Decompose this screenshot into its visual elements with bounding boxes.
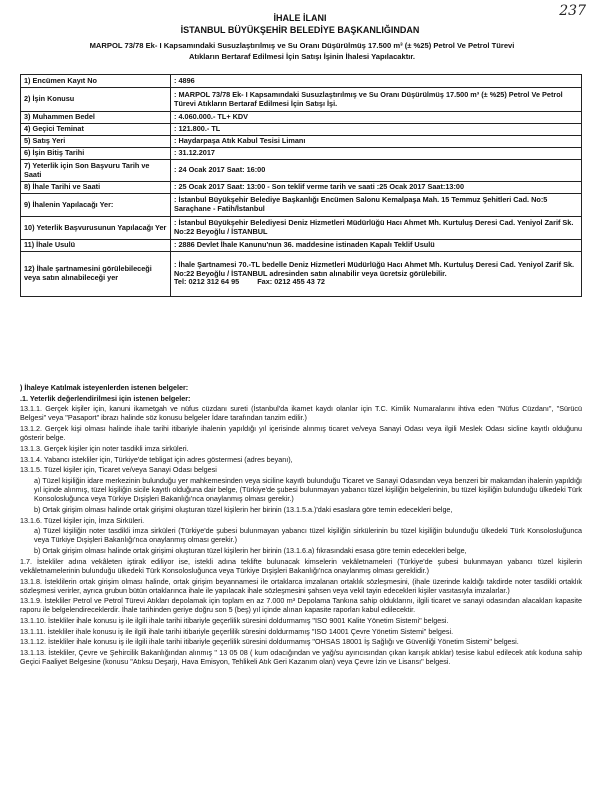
table-row — [21, 124, 582, 136]
requirement-item: 13.1.5. Tüzel kişiler için, Ticaret ve/veya Sanayi Odası belgesi — [20, 465, 217, 475]
table-row — [21, 112, 582, 124]
row-value — [171, 136, 582, 148]
row-value-text: : İstanbul Büyükşehir Belediye Başkanlığı Encümen Salonu Kemalpaşa Mah. 15 Temmuz Şehitleri Cad. No:5 Saraçhane - Fatih/İstanbul — [174, 195, 548, 213]
row-value — [171, 160, 582, 182]
row-value — [171, 88, 582, 112]
row-value-text: : Haydarpaşa Atık Kabul Tesisi Limanı — [174, 136, 306, 146]
row-label: 2) İşin Konusu — [21, 88, 171, 112]
notice-title: İHALE İLANI — [273, 13, 327, 23]
requirements-heading: ) İhaleye Katılmak isteyenlerden istenen belgeler: — [20, 383, 189, 392]
table-row — [21, 252, 582, 297]
subject-line-2: Atıkların Bertaraf Edilmesi İçin Satışı İşinin İhalesi Yapılacaktır. — [188, 52, 416, 61]
requirement-item: 13.1.4. Yabancı istekliler için, Türkiye'de tebligat için adres göstermesi (adres beyanı), — [20, 454, 293, 464]
table-row — [21, 240, 582, 252]
row-label: 5) Satış Yeri — [21, 136, 171, 148]
requirements-section — [20, 383, 582, 668]
row-value — [171, 252, 582, 297]
row-value-text: : İhale Şartnamesi 70.-TL bedelle Deniz Hizmetleri Müdürlüğü Hacı Ahmet Mh. Kurtuluş Deresi Cad. Yeniyol Zarif Sk. No:22 Beyoğlu / İSTANBUL adresinden satın alınabilir veya ücretsiz görülebilir. — [174, 260, 575, 278]
row-label: 4) Geçici Teminat — [21, 124, 171, 136]
table-row — [21, 194, 582, 217]
tender-info-table — [20, 74, 582, 297]
requirement-item: 13.1.1. Gerçek kişiler için, kanuni ikametgah ve nüfus cüzdanı sureti (İstanbul'da ikamet kaydı olanlar için T.C. Kimlik Numaralarını ihtiva eden "Nüfus Cüzdanı", "Sürücü Belgesi" veya "Pasaport" ibrazı halinde söz konusu belgeler İdare tarafından tanzim edilir.) — [20, 404, 582, 423]
row-value-text: : 31.12.2017 — [174, 148, 215, 158]
requirements-subheading: .1. Yeterlik değerlendirilmesi için istenen belgeler: — [20, 393, 191, 403]
row-label: 9) İhalenin Yapılacağı Yer: — [21, 194, 171, 217]
row-label: 12) İhale şartnamesini görülebileceği veya satın alınabileceği yer — [21, 252, 171, 297]
requirements-list — [20, 404, 582, 666]
requirement-item: 13.1.3. Gerçek kişiler için noter tasdikli imza sirküleri. — [20, 443, 189, 453]
requirement-item: a) Tüzel kişiliğin noter tasdikli imza sirküleri (Türkiye'de şubesi bulunmayan yabancı tüzel kişiliğin sirkülerinin bu tüzel kişiliğin bulunduğu ülkedeki Türk Konsolosluğunca veya Türkiye Dışişleri Bakanlığı'nca onaylanmış olması gerekir.) — [34, 526, 582, 545]
requirement-item: 13.1.13. İstekliler, Çevre ve Şehircilik Bakanlığından alınmış " 13 05 08 ( kum odacığından ve yağ/su ayırıcısından çıkan karışık atıklar) tesise kabul edilecek atık koduna sahip Geçici Faaliyet Belgesine (konusu "Atıksu Deşarjı, Hava Emisyon, Tehlikeli Atık Geri Kazanım olan) veya Çevre İzin ve Lisansı" belgesi. — [20, 648, 582, 667]
row-label: 10) Yeterlik Başvurusunun Yapılacağı Yer — [21, 217, 171, 240]
requirement-item: b) Ortak girişim olması halinde ortak girişimi oluşturan tüzel kişilerin her birinin (13.1.5.a.)'daki esaslara göre temin edecekleri belge, — [34, 504, 453, 514]
requirement-item: 13.1.9. İstekliler Petrol ve Petrol Türevi Atıkları depolamak için toplam en az 7.000 m³ Depolama Tankına sahip olduklarını, ilgili ticaret ve sanayi odasından alacakları kapasite raporu ile belgelendireceklerdir. İhale tarihinden geriye doğru son 5 (beş) yıl içinde alınan kapasite raporları kabul edilecektir. — [20, 596, 582, 615]
subject-line-1: MARPOL 73/78 Ek- I Kapsamındaki Susuzlaştırılmış ve Su Oranı Düşürülmüş 17.500 m³ (± %25) Petrol Ve Petrol Türevi — [89, 41, 515, 50]
phone-number: Tel: 0212 312 64 95 — [174, 277, 240, 287]
row-label: 11) İhale Usulü — [21, 240, 171, 252]
row-value — [171, 148, 582, 160]
requirement-item: 13.1.2. Gerçek kişi olması halinde ihale tarihi itibariyle ihalenin yapıldığı yıl içerisinde alınmış ticaret ve/veya Sanayi Odası veya ilgili Meslek Odası sicline kayıtlı olduğunu gösterir belge. — [20, 424, 582, 443]
issuing-organization: İSTANBUL BÜYÜKŞEHİR BELEDİYE BAŞKANLIĞINDAN — [180, 25, 420, 35]
requirement-item: 13.1.6. Tüzel kişiler için, İmza Sirküleri. — [20, 515, 145, 525]
row-value-text: : 25 Ocak 2017 Saat: 13:00 - Son teklif verme tarih ve saati :25 Ocak 2017 Saat:13:00 — [174, 182, 465, 192]
row-value — [171, 182, 582, 194]
row-value — [171, 217, 582, 240]
row-label: 6) İşin Bitiş Tarihi — [21, 148, 171, 160]
table-row — [21, 160, 582, 182]
row-value-text: : 24 Ocak 2017 Saat: 16:00 — [174, 165, 266, 175]
row-label: 8) İhale Tarihi ve Saati — [21, 182, 171, 194]
table-row — [21, 148, 582, 160]
requirement-item: 13.1.10. İstekliler ihale konusu iş ile ilgili ihale tarihi itibariyle geçerlilik süresini doldurmamış "ISO 9001 Kalite Yönetim Sistemi" belgesi. — [20, 616, 449, 626]
requirement-item: 13.1.11. İstekliler ihale konusu iş ile ilgili ihale tarihi itibariyle geçerlilik süresini doldurmamış "ISO 14001 Çevre Yönetim Sistemi" belgesi. — [20, 626, 454, 636]
page-number-handwritten: 237 — [559, 3, 586, 19]
requirement-item: b) Ortak girişim olması halinde ortak girişimi oluşturan tüzel kişilerin her birinin (13.1.6.a) fıkrasındaki esasa göre temin edecekleri belge, — [34, 546, 467, 556]
requirement-item: 13.1.12. İstekliler ihale konusu iş ile ilgili ihale tarihi itibariyle geçerlilik süresini doldurmamış "OHSAS 18001 İş Sağlığı ve Güvenliği Yönetim Sistemi" belgesi. — [20, 637, 519, 647]
fax-number: Fax: 0212 455 43 72 — [257, 277, 325, 287]
row-value — [171, 75, 582, 88]
requirement-item: 13.1.8. İsteklilerin ortak girişim olması halinde, ortak girişim beyannamesi ile ortaklarca imzalanan ortaklık sözleşmesini, (ihale üzerinde kaldığı takdirde noter tasdikli ortaklık sözleşmesi verirler, ayrıca grubun bütün ortaklarınca ihale ile yapılacak ihale sözleşmesini şahsen veya vekil tayin edecekleri kişiler vasıtasıyla imzalarlar.) — [20, 576, 582, 595]
row-label: 7) Yeterlik için Son Başvuru Tarih ve Saati — [21, 160, 171, 182]
row-value-text: : 121.800.- TL — [174, 124, 221, 134]
table-row — [21, 182, 582, 194]
requirement-item: a) Tüzel kişiliğin idare merkezinin bulunduğu yer mahkemesinden veya siciline kayıtlı bulunduğu Ticaret ve Sanayi Odasından veya benzeri bir makamdan ihalenin yapıldığı yıl içinde alınmış, tüzel kişiliğin sicile kayıtlı olduğuna dair belge, (Türkiye'de şubesi bulunmayan yabancı tüzel kişiliğin belgelerinin, bu tüzel kişiliğin bulunduğu ülkedeki Türk Konsolosluğunca veya Türkiye Dışişleri Bakanlığı'nca onaylanmış olması gerekir.) — [34, 476, 582, 504]
row-value-text: : MARPOL 73/78 Ek- I Kapsamındaki Susuzlaştırılmış ve Su Oranı Düşürülmüş 17.500 m³ (± %25) Petrol Ve Petrol Türevi Atıkların Bertaraf Edilmesi İçin Satışı İşi. — [174, 89, 563, 108]
table-row — [21, 136, 582, 148]
row-value-text: : 4.060.000.- TL+ KDV — [174, 112, 249, 122]
row-value — [171, 112, 582, 124]
row-value-text: : 4896 — [174, 75, 195, 85]
contact-line — [174, 278, 578, 287]
table-row — [21, 88, 582, 112]
requirement-item: 1.7. İstekliler adına vekâleten iştirak ediliyor ise, istekli adına teklifte bulunacak kimselerin vekâletnameleri (Türkiye'de şubesi bulunmayan yabancı tüzel kişilerin vekâletnamelerinin bulunduğu ülkedeki Türk Konsolosluğunca veya Türkiye Dışişleri Bakanlığı'nca onaylanmış olması gereklidir.) — [20, 556, 582, 575]
row-value — [171, 240, 582, 252]
row-value — [171, 124, 582, 136]
table-row — [21, 217, 582, 240]
row-value-text: : İstanbul Büyükşehir Belediyesi Deniz Hizmetleri Müdürlüğü Hacı Ahmet Mh. Kurtuluş Deresi Cad. Yeniyol Zarif Sk. No:22 Beyoğlu / İSTANBUL — [174, 218, 574, 236]
row-value — [171, 194, 582, 217]
row-label: 1) Encümen Kayıt No — [21, 75, 171, 88]
row-value-text: : 2886 Devlet İhale Kanunu'nun 36. maddesine istinaden Kapalı Teklif Usulü — [174, 240, 435, 250]
table-row — [21, 75, 582, 88]
row-label: 3) Muhammen Bedel — [21, 112, 171, 124]
